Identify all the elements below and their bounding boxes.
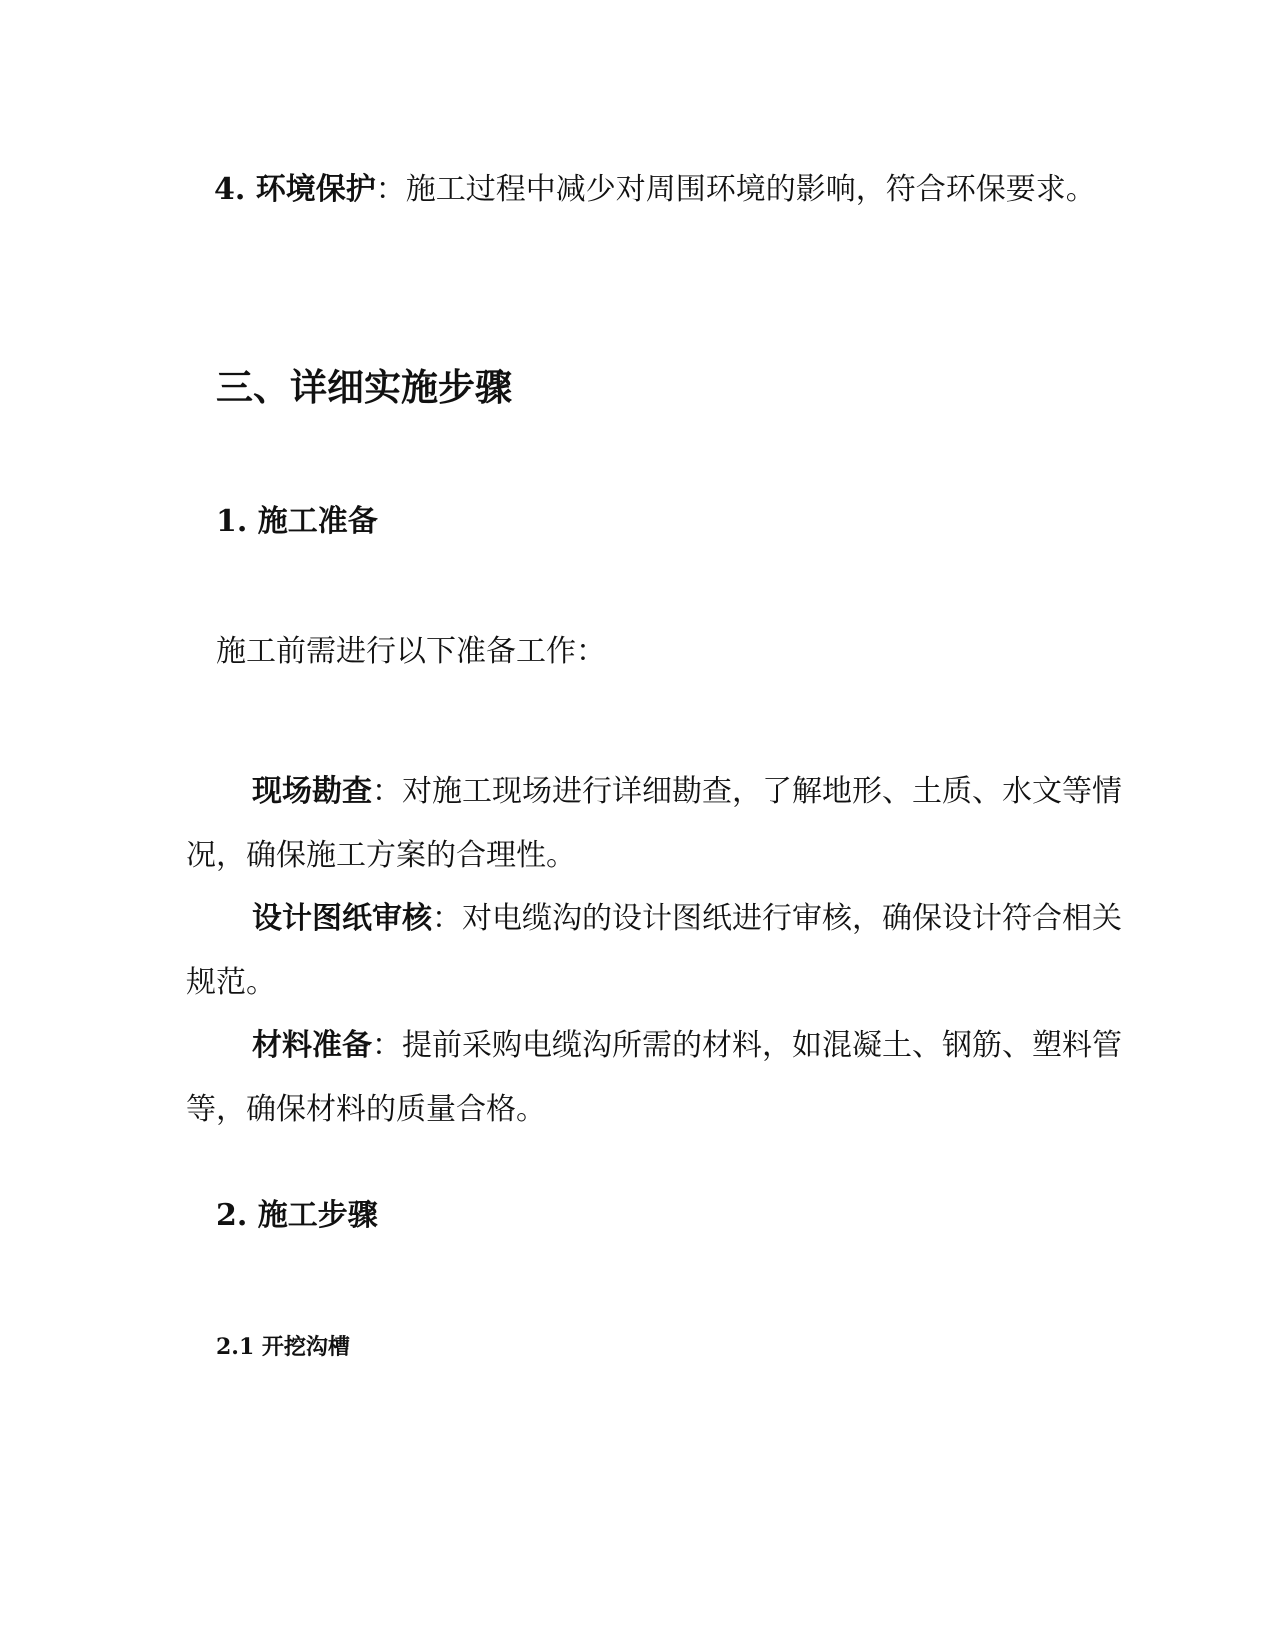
prep-item-label: 设计图纸审核 <box>252 901 432 936</box>
environment-protection-label: 4. 环境保护 <box>214 172 376 207</box>
prep-item-label: 材料准备 <box>252 1028 372 1063</box>
subsection-2-heading: 2. 施工步骤 <box>216 1198 378 1233</box>
subsection-1-heading: 1. 施工准备 <box>216 504 378 539</box>
prep-item-text: 提前采购电缆沟所需的材料，如混凝土、钢筋、塑料管等，确保材料的质量合格。 <box>186 1028 1122 1127</box>
prep-item-label: 现场勘查 <box>252 774 372 809</box>
environment-protection-text: 施工过程中减少对周围环境的影响，符合环保要求。 <box>405 172 1096 207</box>
environment-protection-paragraph <box>148 158 1128 222</box>
prep-item-drawing-review <box>186 887 1126 1015</box>
prep-item-text: 对电缆沟的设计图纸进行审核，确保设计符合相关规范。 <box>186 901 1122 1000</box>
prep-item-material-prep <box>186 1014 1126 1142</box>
prep-item-text: 对施工现场进行详细勘查，了解地形、土质、水文等情况，确保施工方案的合理性。 <box>186 774 1122 873</box>
prep-item-separator: ： <box>432 901 462 936</box>
prep-item-separator: ： <box>372 774 402 809</box>
preparation-intro: 施工前需进行以下准备工作： <box>216 634 606 669</box>
subsection-2-1-heading: 2.1 开挖沟槽 <box>216 1334 350 1360</box>
environment-protection-separator: ： <box>375 172 406 207</box>
prep-item-site-survey <box>186 760 1126 888</box>
section-3-heading: 三、详细实施步骤 <box>216 365 512 409</box>
prep-item-separator: ： <box>372 1028 402 1063</box>
